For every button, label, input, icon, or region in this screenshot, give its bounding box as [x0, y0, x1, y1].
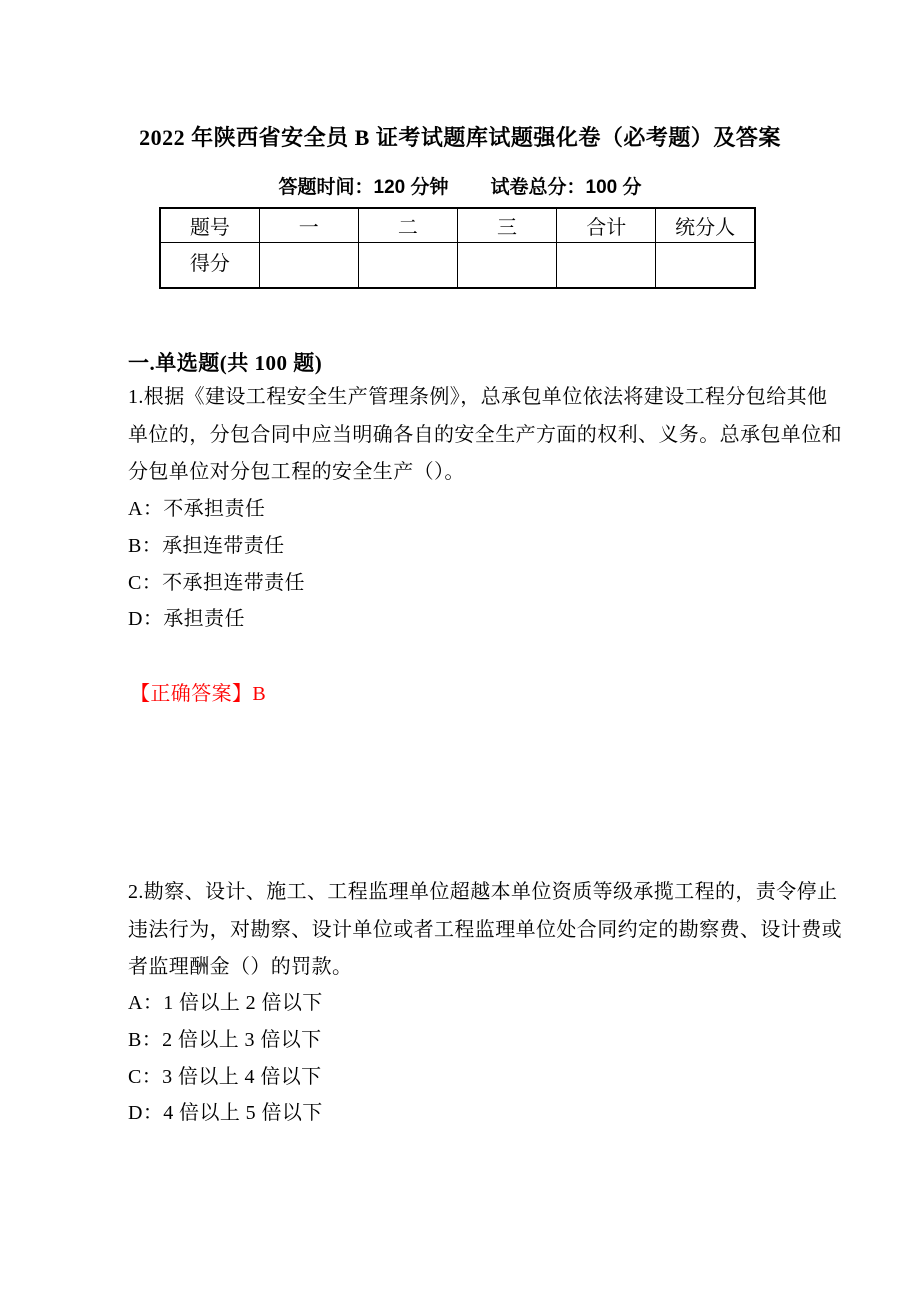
score-row-label: 得分	[160, 243, 259, 289]
score-table	[159, 207, 756, 289]
page-title: 2022 年陕西省安全员 B 证考试题库试题强化卷（必考题）及答案	[139, 125, 781, 150]
score-table-header-cell: 统分人	[656, 208, 755, 243]
score-table-data-row	[160, 243, 755, 289]
score-cell	[457, 243, 556, 289]
question-1-text	[128, 379, 842, 492]
question-1-options	[128, 491, 818, 638]
question-line: 者监理酬金（）的罚款。	[128, 956, 353, 979]
question-line: 违法行为，对勘察、设计单位或者工程监理单位处合同约定的勘察费、设计费或	[128, 918, 842, 941]
option-c: C：不承担连带责任	[128, 571, 305, 594]
score-table-header-cell: 二	[358, 208, 457, 243]
question-line: 1.根据《建设工程安全生产管理条例》，总承包单位依法将建设工程分包给其他	[128, 386, 828, 408]
question-2-options	[128, 985, 818, 1132]
score-table-header-cell: 题号	[160, 208, 259, 243]
correct-answer-value: B	[252, 683, 267, 705]
question-line: 单位的，分包合同中应当明确各自的安全生产方面的权利、义务。总承包单位和	[128, 423, 842, 446]
score-table-header-cell: 一	[259, 208, 358, 243]
option-a: A：不承担责任	[128, 498, 266, 520]
option-c: C：3 倍以上 4 倍以下	[128, 1065, 322, 1088]
score-cell	[656, 243, 755, 289]
question-line: 分包单位对分包工程的安全生产（）。	[128, 461, 465, 484]
correct-answer	[130, 681, 266, 707]
question-line: 2.勘察、设计、施工、工程监理单位超越本单位资质等级承揽工程的，责令停止	[128, 881, 838, 903]
score-table-header-row	[160, 208, 755, 243]
section-heading: 一.单选题(共 100 题)	[128, 351, 323, 375]
answer-time-label: 答题时间：120 分钟	[278, 177, 449, 198]
option-a: A：1 倍以上 2 倍以下	[128, 992, 323, 1014]
total-score-label: 试卷总分：100 分	[490, 177, 642, 198]
score-table-header-cell: 三	[457, 208, 556, 243]
option-b: B：承担连带责任	[128, 534, 285, 557]
option-b: B：2 倍以上 3 倍以下	[128, 1028, 322, 1051]
score-cell	[259, 243, 358, 289]
exam-meta	[0, 172, 920, 199]
correct-answer-label: 【正确答案】	[130, 683, 253, 705]
score-cell	[358, 243, 457, 289]
score-table-header-cell: 合计	[557, 208, 656, 243]
score-cell	[557, 243, 656, 289]
question-2-text	[128, 874, 842, 987]
option-d: D：承担责任	[128, 608, 245, 631]
option-d: D：4 倍以上 5 倍以下	[128, 1102, 323, 1125]
